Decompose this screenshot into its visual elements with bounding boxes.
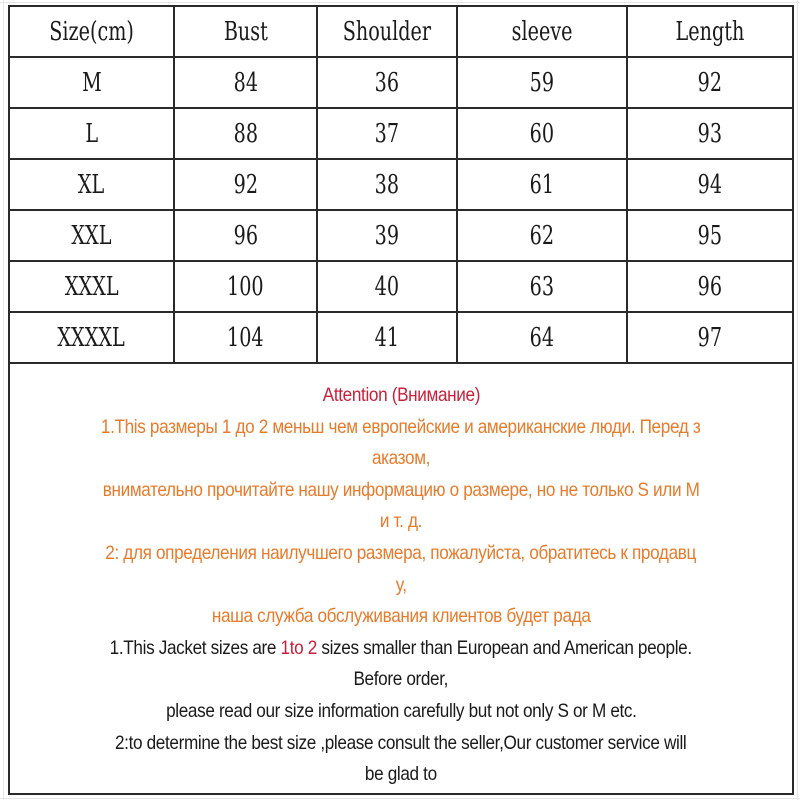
cell-size: XXXL xyxy=(10,261,174,312)
cell-size: L xyxy=(10,108,174,159)
english-note-line: please read our size information carefully but not only S or M etc. xyxy=(165,699,637,722)
cell-sleeve: 64 xyxy=(457,312,627,363)
cell-shoulder: 37 xyxy=(317,108,457,159)
russian-note-line: 2: для определения наилучшего размера, пожалуйста, обратитесь к продавц xyxy=(105,541,697,564)
header-bust: Bust xyxy=(174,7,317,57)
attention-title: Attention (Внимание) xyxy=(322,384,480,406)
background-gridline xyxy=(797,0,798,800)
cell-shoulder: 40 xyxy=(317,261,457,312)
cell-length: 92 xyxy=(627,57,792,108)
russian-note-line: аказом, xyxy=(371,447,431,470)
english-note-line: 1.This Jacket sizes are 1to 2 sizes smaller than European and American people. xyxy=(109,636,693,659)
english-note-line: Before order, xyxy=(353,668,449,691)
table-row xyxy=(10,312,792,363)
cell-bust: 84 xyxy=(174,57,317,108)
cell-shoulder: 36 xyxy=(317,57,457,108)
russian-note-line: у, xyxy=(395,573,407,596)
cell-sleeve: 62 xyxy=(457,210,627,261)
table-row xyxy=(10,159,792,210)
table-row xyxy=(10,57,792,108)
cell-shoulder: 39 xyxy=(317,210,457,261)
cell-size: M xyxy=(10,57,174,108)
header-sleeve: sleeve xyxy=(457,7,627,57)
cell-length: 93 xyxy=(627,108,792,159)
cell-shoulder: 38 xyxy=(317,159,457,210)
cell-length: 94 xyxy=(627,159,792,210)
russian-note-line: наша служба обслуживания клиентов будет рада xyxy=(211,605,591,628)
table-row xyxy=(10,210,792,261)
cell-bust: 96 xyxy=(174,210,317,261)
attention-notes xyxy=(10,380,792,791)
cell-size: XL xyxy=(10,159,174,210)
size-table xyxy=(10,7,792,364)
russian-note-line: внимательно прочитайте нашу информацию о размере, но не только S или M xyxy=(102,478,700,501)
background-gridline xyxy=(3,0,4,800)
cell-bust: 92 xyxy=(174,159,317,210)
background-gridline xyxy=(0,798,800,799)
cell-shoulder: 41 xyxy=(317,312,457,363)
english-note-line: 2:to determine the best size ,please consult the seller,Our customer service will xyxy=(115,731,687,754)
header-shoulder: Shoulder xyxy=(317,7,457,57)
size-difference-highlight: 1to 2 xyxy=(280,636,318,659)
cell-sleeve: 61 xyxy=(457,159,627,210)
cell-length: 96 xyxy=(627,261,792,312)
cell-bust: 88 xyxy=(174,108,317,159)
cell-sleeve: 60 xyxy=(457,108,627,159)
cell-length: 95 xyxy=(627,210,792,261)
header-length: Length xyxy=(627,7,792,57)
cell-size: XXL xyxy=(10,210,174,261)
table-row xyxy=(10,108,792,159)
table-row xyxy=(10,261,792,312)
cell-bust: 104 xyxy=(174,312,317,363)
size-chart-sheet xyxy=(8,5,794,795)
cell-size: XXXXL xyxy=(10,312,174,363)
cell-sleeve: 63 xyxy=(457,261,627,312)
background-gridline xyxy=(0,2,800,3)
russian-note-line: и т. д. xyxy=(379,510,423,533)
russian-note-line: 1.This размеры 1 до 2 меньш чем европейские и американские люди. Перед з xyxy=(101,415,701,438)
header-size: Size(cm) xyxy=(10,7,174,57)
english-note-line: be glad to xyxy=(365,763,437,786)
table-header-row xyxy=(10,7,792,57)
cell-sleeve: 59 xyxy=(457,57,627,108)
cell-length: 97 xyxy=(627,312,792,363)
cell-bust: 100 xyxy=(174,261,317,312)
